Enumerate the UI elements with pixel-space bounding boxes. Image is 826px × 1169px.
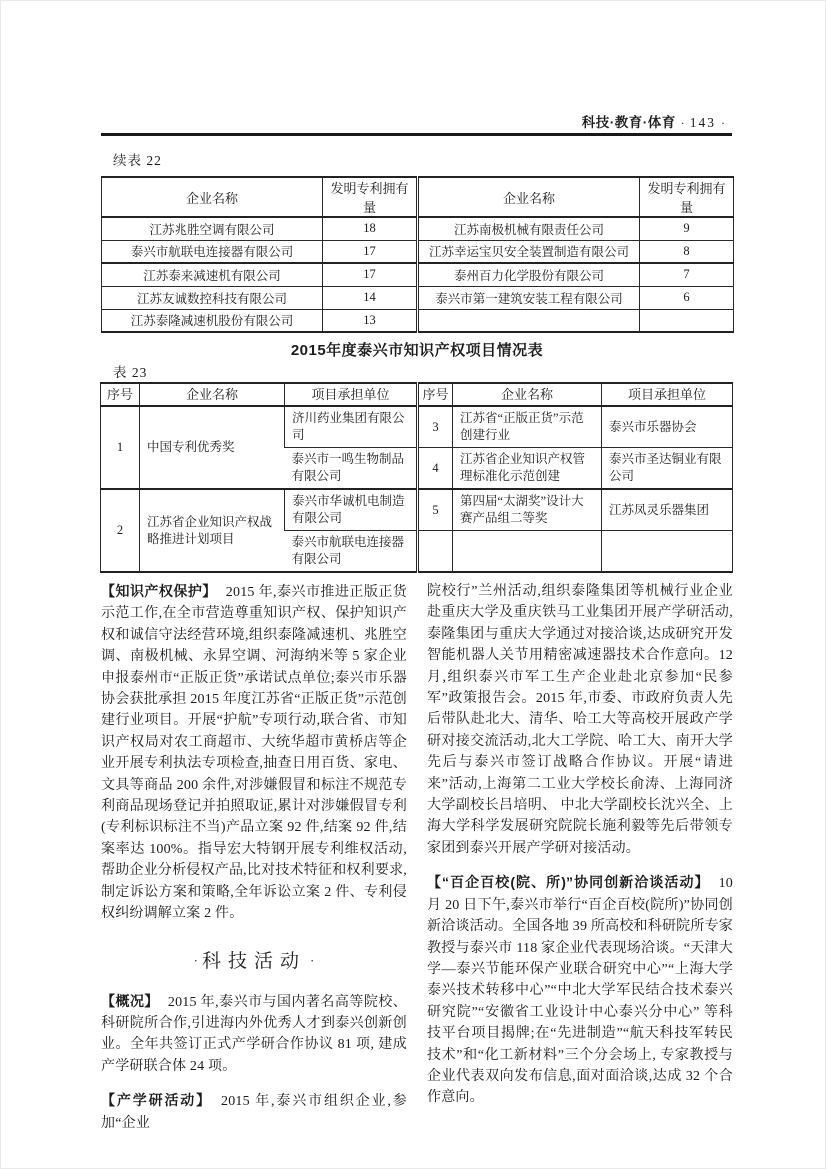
patent-count-cell bbox=[640, 309, 734, 332]
running-head-dot: · bbox=[680, 116, 685, 130]
article-ip-protection bbox=[101, 581, 407, 925]
running-head-dot: · bbox=[721, 116, 725, 130]
patent-count-cell: 6 bbox=[640, 286, 734, 309]
unit-cell bbox=[602, 531, 733, 573]
article-columns bbox=[101, 581, 733, 1134]
seq-no-cell: 3 bbox=[418, 406, 453, 448]
col-header-unit: 项目承担单位 bbox=[285, 383, 418, 406]
heading-dot: · bbox=[310, 952, 315, 968]
unit-cell: 江苏凤灵乐器集团 bbox=[602, 489, 733, 531]
seq-no-cell bbox=[418, 531, 453, 573]
unit-cell: 泰兴市圣达铜业有限公司 bbox=[602, 448, 733, 490]
table-row bbox=[101, 406, 733, 448]
project-name-cell: 江苏省“正版正货”示范创建行业 bbox=[453, 406, 602, 448]
unit-cell: 泰兴市一鸣生物制品有限公司 bbox=[285, 448, 418, 490]
unit-cell: 泰兴市航联电连接器有限公司 bbox=[291, 535, 405, 566]
article-overview bbox=[101, 991, 407, 1078]
patent-count-cell: 9 bbox=[640, 217, 734, 240]
project-name-cell bbox=[453, 531, 602, 573]
unit-cell: 泰兴市乐器协会 bbox=[602, 406, 733, 448]
col-header-company: 企业名称 bbox=[140, 383, 285, 406]
patent-count-cell: 8 bbox=[640, 240, 734, 263]
table-header-row bbox=[101, 383, 733, 406]
patent-count-cell: 17 bbox=[323, 240, 418, 263]
unit-cell: 济川药业集团有限公司 bbox=[285, 406, 418, 448]
entry-head: 【“百企百校(院、所)”协同创新洽谈活动】 bbox=[427, 874, 710, 891]
col-header-company: 企业名称 bbox=[102, 177, 323, 217]
heading-dot: · bbox=[193, 952, 198, 968]
col-header-patents: 发明专利拥有量 bbox=[640, 177, 734, 217]
patent-count-table bbox=[101, 176, 734, 333]
project-name-cell: 中国专利优秀奖 bbox=[140, 406, 285, 489]
left-column bbox=[101, 581, 407, 1134]
project-name-cell: 第四届“太湖奖”设计大赛产品组二等奖 bbox=[453, 489, 602, 531]
company-cell: 江苏兆胜空调有限公司 bbox=[102, 217, 323, 240]
table23-caption: 表 23 bbox=[113, 365, 148, 380]
unit-cell: 泰兴市华诚机电制造有限公司 bbox=[285, 489, 418, 531]
article-continuation bbox=[427, 581, 733, 859]
right-column bbox=[427, 581, 733, 1134]
seq-no-cell: 5 bbox=[418, 489, 453, 531]
col-header-patents: 发明专利拥有量 bbox=[323, 177, 418, 217]
company-cell: 江苏友诚数控科技有限公司 bbox=[102, 286, 323, 309]
ip-project-table bbox=[100, 382, 733, 573]
company-cell: 江苏泰隆减速机股份有限公司 bbox=[130, 314, 294, 329]
table-row bbox=[102, 263, 734, 286]
company-cell: 江苏南极机械有限责任公司 bbox=[418, 217, 640, 240]
section-heading-keji-huodong bbox=[101, 946, 407, 976]
entry-head: 【知识产权保护】 bbox=[101, 583, 217, 599]
project-name-cell: 江苏省企业知识产权管理标准化示范创建 bbox=[453, 448, 602, 490]
company-cell: 江苏泰来减速机有限公司 bbox=[102, 263, 323, 286]
col-header-company: 企业名称 bbox=[418, 177, 640, 217]
article-industry-university-research bbox=[101, 1090, 407, 1134]
entry-body: 院校行”兰州活动,组织泰隆集团等机械行业企业赴重庆大学及重庆铁马工业集团开展产学研活动,泰隆集团与重庆大学通过对接洽谈,达成研究开发智能机器人关节用精密减速器技术合作意向。12 月,组织泰兴市军工生产企业赴北京参加“民参军”政策报告会。2015 年,市委、市政府负责人先后带队赴北大、清华、哈工大等高校开展政产学研对接交流活动,北大工学院、哈工大、南开大学先后与泰兴市签订战略合作协议。开展“请进来”活动,上海第二工业大学校长俞涛、上海同济大学副校长吕培明、 中北大学副校长沈兴全、上海大学科学发展研究院院长施利毅等先后带领专家团到泰兴开展产学研对接活动。 bbox=[427, 584, 733, 856]
company-cell: 江苏幸运宝贝安全装置制造有限公司 bbox=[418, 240, 640, 263]
entry-body: 2015 年,泰兴市推进正版正货示范工作,在全市营造尊重知识产权、保护知识产权和诚信守法经营环境,组织泰隆减速机、兆胜空调、南极机械、永昇空调、河海纳米等 5 家企业申报泰州市“正版正货”承诺试点单位;泰兴市乐器协会获批承担 2015 年度江苏省“正版正货”示范创建行业项目。开展“护航”专项行动,联合省、市知识产权局对农工商超市、大统华超市黄桥店等企业开展专利执法专项检查,抽查日用百货、家电、文具等商品 200 余件,对涉嫌假冒和标注不规范专利商品现场登记并拍照取证,累计对涉嫌假冒专利(专利标识标注不当)产品立案 92 件,结案 92 件,结案率达 100%。指导宏大特钢开展专利维权活动,帮助企业分析侵权产品,比对技术特征和权利要求,制定诉讼方案和策略,全年诉讼立案 2 件、专利侵权纠纷调解立案 2 件。 bbox=[101, 585, 407, 922]
entry-body: 2015 年,泰兴市组织企业,参加“企业 bbox=[101, 1094, 407, 1131]
table-row bbox=[102, 217, 734, 240]
company-cell bbox=[418, 309, 640, 332]
col-header-unit: 项目承担单位 bbox=[602, 383, 733, 406]
company-cell: 泰州百力化学股份有限公司 bbox=[418, 263, 640, 286]
col-header-no: 序号 bbox=[101, 383, 140, 406]
table-row bbox=[101, 489, 733, 531]
table-header-row bbox=[102, 177, 734, 217]
company-cell: 泰兴市航联电连接器有限公司 bbox=[102, 240, 323, 263]
table-row bbox=[102, 286, 734, 309]
heading-label: 科技活动 bbox=[201, 950, 306, 972]
col-header-company: 企业名称 bbox=[453, 383, 602, 406]
table-row bbox=[102, 240, 734, 263]
seq-no-cell: 2 bbox=[116, 523, 124, 537]
patent-count-cell: 14 bbox=[323, 286, 418, 309]
header-rule bbox=[101, 133, 732, 136]
project-name-cell: 江苏省企业知识产权战略推进计划项目 bbox=[140, 489, 285, 572]
patent-count-cell: 13 bbox=[323, 309, 418, 332]
running-head bbox=[582, 111, 730, 132]
entry-body: 2015 年,泰兴市与国内著名高等院校、科研院所合作,引进海内外优秀人才到泰兴创新创业。全年共签订正式产学研合作协议 81 项, 建成产学研联合体 24 项。 bbox=[101, 994, 408, 1074]
patent-count-cell: 18 bbox=[323, 217, 418, 240]
article-collaboration-event bbox=[427, 872, 733, 1108]
patent-count-cell: 17 bbox=[323, 263, 418, 286]
company-cell: 泰兴市第一建筑安装工程有限公司 bbox=[418, 286, 640, 309]
table22-caption: 续表 22 bbox=[113, 153, 162, 168]
col-header-no: 序号 bbox=[418, 383, 453, 406]
running-head-section-title: 科技·教育·体育 bbox=[581, 115, 676, 130]
patent-count-cell: 7 bbox=[640, 263, 734, 286]
entry-head: 【产学研活动】 bbox=[101, 1092, 213, 1109]
page-number: 143 bbox=[689, 115, 716, 130]
entry-head: 【概况】 bbox=[101, 992, 159, 1009]
table23-title: 2015年度泰兴市知识产权项目情况表 bbox=[290, 342, 544, 359]
seq-no-cell: 1 bbox=[101, 406, 140, 489]
entry-body: 10 月 20 日下午,泰兴市举行“百企百校(院所)”协同创新洽谈活动。全国各地 39 所高校和科研院所专家教授与泰兴市 118 家企业代表现场洽谈。“天津大学—泰兴节能环保产业联合研究中心”“上海大学泰兴技术转移中心”“中北大学军民结合技术泰兴研究院”“安徽省工业设计中心泰兴分中心” 等科技平台项目揭牌;在“先进制造”“航天科技军转民技术”和“化工新材料”三个分会场上, 专家教授与企业代表双向发布信息,面对面洽谈,达成 32 个合作意向。 bbox=[427, 876, 733, 1106]
table-row bbox=[102, 309, 734, 332]
seq-no-cell: 4 bbox=[418, 448, 453, 490]
